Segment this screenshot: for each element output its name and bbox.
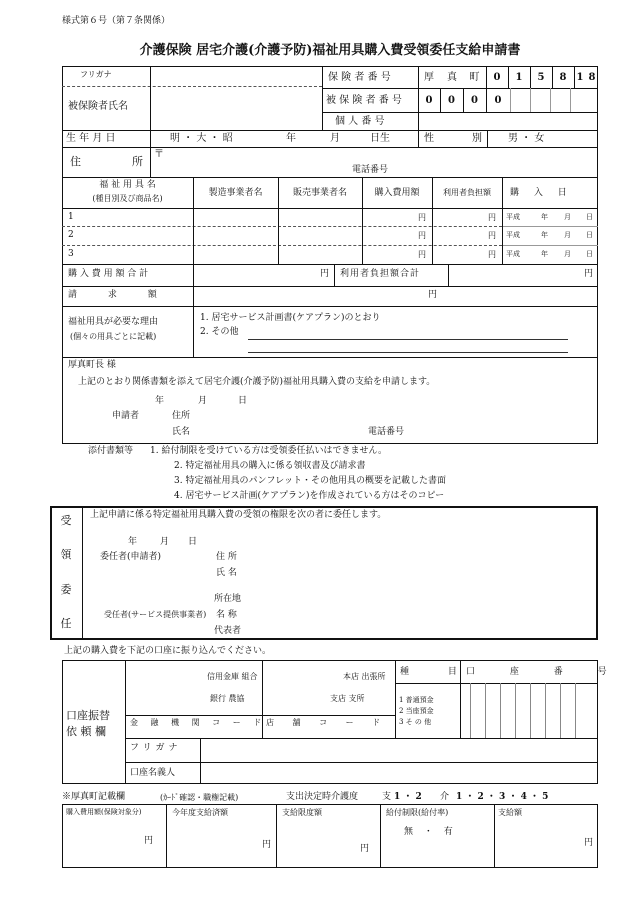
insurer-digit: 1 (576, 72, 584, 83)
attachment-item: 4. 居宅サービス計画(ケアプラン)を作成されている方はそのコピー (174, 491, 445, 501)
office-col: 購入費用額(保険対象分) (66, 808, 142, 816)
attachment-item: 1. 給付制限を受けている方は受領委任払いはできません。 (150, 446, 387, 456)
addressee: 厚真町長 様 (68, 360, 116, 370)
col-item-name: 福 祉 用 具 名 (99, 180, 156, 190)
decl-month: 月 (198, 396, 208, 406)
form-number: 様式第６号（第７条関係） (62, 16, 171, 26)
office-label: ※厚真町記載欄 (62, 792, 126, 802)
row-number: 2 (68, 230, 74, 240)
row-number: 1 (68, 212, 74, 222)
furigana-label: フリガナ (80, 70, 112, 79)
delegator-name-label: 氏 名 (216, 568, 237, 578)
bank-intro: 上記の購入費を下記の口座に振り込んでください。 (64, 646, 272, 656)
yen-unit: 円 (144, 836, 154, 846)
date-year: 年 (541, 231, 548, 239)
col-item-name-sub: (種目別及び商品名) (92, 194, 163, 203)
insured-digit: 0 (425, 95, 433, 106)
col-maker: 製造事業者名 (208, 188, 263, 198)
support-levels[interactable]: 1 ・ 2 (394, 792, 422, 802)
form-title: 介護保険 居宅介護(介護予防)福祉用具購入費受領委任支給申請書 (139, 43, 521, 58)
personal-no-field[interactable] (419, 113, 597, 129)
office-check: (ｶｰﾄﾞ確認・職権記載) (160, 793, 239, 802)
delegation-side-label: 任 (60, 617, 72, 630)
branch-type-label[interactable]: 支店 支所 (330, 694, 365, 703)
office-col: 支給額 (498, 808, 522, 817)
deleg-year: 年 (128, 537, 138, 547)
date-day: 日 (586, 250, 593, 258)
delegate-name-label: 名 称 (216, 610, 237, 620)
address-field[interactable] (166, 149, 594, 164)
branch-code-label: 店 舗 コ ー ド (266, 718, 389, 727)
date-month: 月 (564, 231, 571, 239)
insured-name-field[interactable] (151, 88, 321, 129)
phone-label: 電話番号 (352, 165, 389, 175)
date-era: 平成 (506, 213, 520, 221)
claim-label: 請 求 額 (68, 290, 171, 300)
delegation-side-label: 委 (60, 583, 72, 596)
office-col: 給付制限(給付率) (386, 808, 449, 817)
insured-digit: 0 (448, 95, 455, 106)
insurer-digit: 0 (493, 72, 501, 83)
decl-day: 日 (238, 396, 248, 406)
delegator-address-label: 住 所 (216, 552, 237, 562)
col-user-share: 利用者負担額 (443, 188, 491, 197)
date-year: 年 (541, 213, 548, 221)
reason-option-1[interactable]: 1. 居宅サービス計画書(ケアプラン)のとおり (200, 313, 381, 323)
delegation-side-label: 受 (60, 514, 72, 527)
applicant-label: 申請者 (112, 411, 140, 421)
address-label-2: 所 (132, 155, 143, 168)
reason-label: 福祉用具が必要な理由 (68, 317, 159, 327)
birth-label: 生 年 月 日 (66, 133, 116, 144)
insurer-digit: 8 (559, 72, 567, 83)
insurer-no-label: 保 険 者 番 号 (328, 72, 391, 83)
delegate-location-label: 所在地 (214, 594, 242, 604)
reason-label-sub: (個々の用具ごとに記載) (70, 332, 157, 341)
care-levels[interactable]: 1 ・ 2 ・ 3 ・ 4 ・ 5 (456, 792, 549, 802)
birth-month: 月 (330, 133, 340, 144)
user-total-label: 利用者負担額合計 (340, 269, 421, 279)
date-month: 月 (564, 213, 571, 221)
applicant-name-label: 氏名 (172, 427, 191, 437)
date-month: 月 (564, 250, 571, 258)
birth-year: 年 (286, 133, 296, 144)
branch-main-label[interactable]: 本店 出張所 (343, 672, 386, 681)
bank-label: 口座振替 (66, 709, 110, 722)
account-type-option[interactable]: 3 そ の 他 (399, 718, 432, 726)
office-col: 支給限度額 (282, 808, 322, 817)
date-era: 平成 (506, 250, 520, 258)
birth-day: 日生 (370, 133, 390, 144)
delegate-label: 受任者(サービス提供事業者) (104, 610, 207, 619)
holder-label: 口座名義人 (130, 768, 176, 778)
delegation-side-label: 領 (60, 548, 72, 561)
insured-digit: 0 (471, 95, 478, 106)
yen-unit: 円 (428, 290, 438, 300)
bank-code-label: 金 融 機 関 コ ー ド (130, 718, 267, 727)
insurer-name-char: 厚 (424, 72, 434, 83)
yen-unit: 円 (262, 840, 272, 850)
reason-option-2[interactable]: 2. その他 (200, 327, 239, 337)
yen-unit: 円 (584, 838, 594, 848)
insured-name-label: 被保険者氏名 (68, 101, 128, 112)
account-type-option[interactable]: 2 当座預金 (399, 707, 434, 715)
insurer-digit: 1 (515, 72, 523, 83)
applicant-phone-label: 電話番号 (368, 427, 405, 437)
care-label: 介 (440, 792, 450, 802)
restriction-options[interactable]: 無 ・ 有 (404, 827, 457, 837)
yen-unit: 円 (418, 250, 426, 259)
sex-options[interactable]: 男 ・ 女 (508, 133, 545, 144)
attachment-item: 2. 特定福祉用具の購入に係る領収書及び請求書 (174, 461, 366, 471)
address-label: 住 (70, 155, 81, 168)
postal-mark: 〒 (154, 149, 164, 160)
decl-year: 年 (155, 396, 165, 406)
col-purchase-date: 購 入 日 (510, 188, 573, 198)
declaration-text: 上記のとおり関係書類を添えて居宅介護(介護予防)福祉用具購入費の支給を申請します。 (78, 377, 436, 387)
date-day: 日 (586, 213, 593, 221)
support-label: 支 (382, 792, 392, 802)
personal-no-label: 個 人 番 号 (335, 116, 385, 127)
applicant-address-label: 住所 (172, 411, 191, 421)
credit-union-label[interactable]: 信用金庫 組合 (207, 672, 258, 681)
holder-furigana-label: フリガナ (130, 743, 182, 753)
date-era: 平成 (506, 231, 520, 239)
insured-digit: 0 (494, 95, 502, 106)
care-level-label: 支出決定時介護度 (286, 792, 359, 802)
bank-label-2: 依 頼 欄 (66, 725, 106, 738)
sex-label-2: 別 (472, 133, 482, 144)
yen-unit: 円 (488, 250, 496, 259)
col-seller: 販売事業者名 (292, 188, 347, 198)
delegation-section (50, 506, 598, 640)
sex-label: 性 (424, 133, 434, 144)
yen-unit: 円 (488, 213, 496, 222)
insured-no-label: 被 保 険 者 番 号 (326, 95, 402, 106)
yen-unit: 円 (418, 213, 426, 222)
holder-furigana-field[interactable] (201, 739, 597, 761)
yen-unit: 円 (584, 269, 594, 279)
attachments-label: 添付書類等 (88, 446, 134, 456)
delegation-text: 上記申請に係る特定福祉用具購入費の受領の権限を次の者に委任します。 (90, 510, 387, 520)
account-type-label: 種 目 (400, 667, 475, 677)
yen-unit: 円 (320, 269, 330, 279)
insurer-digit: 8 (588, 72, 596, 83)
insurer-name-char: 真 (447, 72, 457, 83)
col-amount: 購入費用額 (374, 188, 420, 198)
deleg-month: 月 (160, 537, 170, 547)
date-year: 年 (541, 250, 548, 258)
yen-unit: 円 (418, 231, 426, 240)
yen-unit: 円 (488, 231, 496, 240)
insurer-digit: 5 (537, 72, 545, 83)
delegate-rep-label: 代表者 (214, 626, 242, 636)
office-col: 今年度支給済額 (172, 808, 228, 817)
yen-unit: 円 (360, 844, 370, 854)
bank-type-label[interactable]: 銀行 農協 (210, 694, 245, 703)
delegator-label: 委任者(申請者) (100, 552, 162, 562)
total-label: 購 入 費 用 額 合 計 (68, 269, 149, 279)
row-number: 3 (68, 249, 74, 259)
insurer-name-char: 町 (469, 72, 480, 83)
era-options[interactable]: 明 ・ 大 ・ 昭 (170, 133, 233, 144)
account-no-label: 口 座 番 号 (466, 667, 623, 677)
holder-name-field[interactable] (201, 763, 597, 783)
deleg-day: 日 (188, 537, 198, 547)
date-day: 日 (586, 231, 593, 239)
attachment-item: 3. 特定福祉用具のパンフレット・その他用具の概要を記載した書面 (174, 476, 446, 486)
account-type-option[interactable]: 1 普通預金 (399, 696, 434, 704)
